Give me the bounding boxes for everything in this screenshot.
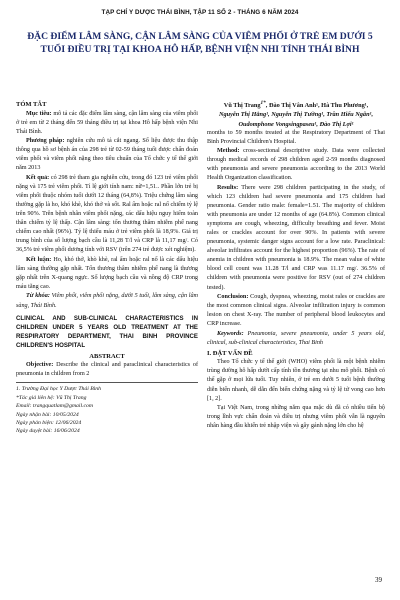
abstract-objective: Objective: Describe the clinical and paraclinical characteristics of pneumonia in children from 2	[16, 362, 198, 378]
english-title: CLINICAL AND SUB-CLINICAL CHARACTERISTICS IN CHILDREN UNDER 5 YEARS OLD TREATMENT AT THE RESPIRATORY DEPARTMENT, THAI BINH PROVINCE CHILDREN'S HOSPITAL	[16, 314, 198, 350]
intro-heading: I. ĐẶT VẤN ĐỀ	[207, 349, 253, 357]
keywords-en-paragraph: Keywords: Pneumonia, severe pneumonia, under 5 years old, clinical, sub-clinical characteristics, Thai Binh	[207, 330, 385, 346]
running-head: TẠP CHÍ Y DƯỢC THÁI BÌNH, TẬP 11 SỐ 2 - THÁNG 6 NĂM 2024	[101, 9, 299, 16]
keywords-paragraph: Từ khóa: Viêm phổi, viêm phổi nặng, dưới 5 tuổi, lâm sàng, cận lâm sàng, Thái Bình.	[16, 293, 198, 309]
footnote-email: Email: trangquatlam@gmail.com	[16, 403, 93, 410]
authors-line-1: Vũ Thị Trang$^{1*}$, Đào Thị Vân Anh¹, Hà Thu Phương¹,	[223, 100, 369, 110]
page-number: 39	[375, 576, 382, 584]
results-en-paragraph: Results: There were 298 children participating in the study, of which 123 children had severe pneumonia and 175 children had pneumonia. Gender ratio male: female=1.51. The majority of children with pneumonia are under 12 months of age (64.8%). Common clinical symptoms are cough, wheezing, difficulty breathing and fever. Moist rales or crackles account for over 90%. In patients with severe pneumonia, systemic danger signs account for a low rate. Paraclinical: alveolar infiltrates account for the highest proportion (96%). The rate of anemia in children with pneumonia is 18.9%. The mean value of white blood cell count was 11.28 T/l and CRP was 11.17 mg/. 36.5% of children with pneumonia were positive for RSV (out of 274 children tested).	[207, 184, 385, 291]
footnote-reviewed: Ngày phản biện: 12/06/2024	[16, 420, 82, 427]
article-title: ĐẶC ĐIỂM LÂM SÀNG, CẬN LÂM SÀNG CỦA VIÊM PHỔI Ở TRẺ EM DƯỚI 5 TUỔI ĐIỀU TRỊ TẠI KHOA HÔ HẤP, BỆNH VIỆN NHI TỈNH THÁI BÌNH	[27, 31, 373, 55]
summary-heading: TÓM TẮT	[16, 101, 47, 108]
abstract-heading: ABSTRACT	[89, 352, 125, 360]
objective-paragraph: Mục tiêu: mô tả các đặc điểm lâm sàng, cận lâm sàng của viêm phổi ở trẻ em từ 2 tháng đến 59 tháng điều trị tại khoa Hô hấp bệnh viện Nhi Thái Bình.	[16, 110, 198, 135]
right-column	[207, 99, 385, 432]
intro-paragraph-1: Theo Tổ chức y tế thế giới (WHO) viêm phổi là một bệnh nhiễm trùng đường hô hấp dưới cấp tính tồn thương tại nhu mô phổi. Bệnh có thể gặp ở mọi lứa tuổi. Tuy nhiên, ở trẻ em dưới 5 tuổi bệnh thường diễn biến nhanh, dễ dẫn đến biến chứng nặng và tỷ lệ tử vong cao hơn [1, 2].	[207, 359, 385, 402]
conclusion-en-paragraph: Conclusion: Cough, dyspnea, wheezing, moist rales or crackles are the most common clinical signs. Alveolar infiltration injury is common lesion on chest X-ray. The number of peripheral blood leukocytes and CRP increase.	[207, 294, 385, 328]
authors	[207, 99, 385, 129]
intro-paragraph-2: Tại Việt Nam, trong những năm qua mặc dù đã có nhiều tiến bộ trong lĩnh vực chẩn đoán và điều trị nhưng viêm phổi vẫn là nguyên nhân hàng đầu khiến trẻ nhập viện và gây gánh nặng lớn cho hệ	[207, 405, 385, 430]
method-paragraph: Phương pháp: nghiên cứu mô tả cắt ngang. Số liệu được thu thập thông qua hồ sơ bệnh án của 298 trẻ từ 02-59 tháng tuổi được chẩn đoán viêm phổi và viêm phổi nặng theo tiêu chuẩn của Tổ chức y tế thế giới năm 2013	[16, 138, 198, 172]
conclusion-paragraph: Kết luận: Ho, khó thở, khò khè, ral ẩm hoặc ral nổ là các dấu hiệu lâm sàng thường gặp nhất. Tổn thương thâm nhiễm phế nang là thương gặp nhất trên X-quang ngực. Số lượng bạch cầu và nồng độ CRP trong máu tăng cao.	[16, 256, 198, 290]
footnote-affiliation: 1. Trường Đại học Y Dược Thái Bình	[16, 386, 101, 393]
abstract-continuation: months to 59 months treated at the Respiratory Department of Thai Binh Provincial Children's Hospital.	[207, 129, 385, 145]
method-en-paragraph: Method: cross-sectional descriptive study. Data were collected through medical records of 298 children aged 2-59 months diagnosed with pneumonia and severe pneumonia according to the 2013 World Health Organization classification.	[207, 148, 385, 182]
footnotes	[16, 382, 198, 435]
authors-line-3: Oudomphone Vongsingpaseu¹, Đào Thị Lợi¹	[238, 120, 354, 128]
footnote-corresponding: *Tác giả liên hệ: Vũ Thị Trang	[16, 394, 87, 401]
results-paragraph: Kết quả: có 298 trẻ tham gia nghiên cứu, trong đó 123 trẻ viêm phổi nặng và 175 trẻ viêm phổi. Tỉ lệ giới tính nam: nữ=1,51.. Phần lớn trẻ bị viêm phổi thuộc nhóm tuổi dưới 12 tháng (64,8%). Triệu chứng lâm sàng thường gặp là ho, khó khè, khó thở và sốt. Ral ẩm hoặc ral nổ chiếm tỷ lệ trên 90%. Trên bệnh nhân viêm phổi nặng, các dấu hiệu nguy hiểm toàn thân chiếm tỷ lệ thấp. Cận lâm sàng: tổn thương thâm nhiễm phế nang chiếm cao nhất (96%). Tỷ lệ thiếu máu ở trẻ viêm phổi là 18,9%. Giá trị trung bình của số lượng bạch cầu là 11,28 T/l và CRP là 11,17 mg/. Có 36,5% trẻ viêm phổi dương tính với RSV (trên 274 trẻ được xét nghiệm).	[16, 174, 199, 254]
footnote-accepted: Ngày duyệt bài: 16/06/2024	[16, 428, 80, 435]
footnote-received: Ngày nhận bài: 10/05/2024	[16, 411, 79, 418]
authors-line-2: Nguyễn Thị Hằng¹, Nguyễn Thị Tường¹, Trần Hiếu Ngân¹,	[218, 111, 374, 119]
left-column	[16, 99, 198, 436]
